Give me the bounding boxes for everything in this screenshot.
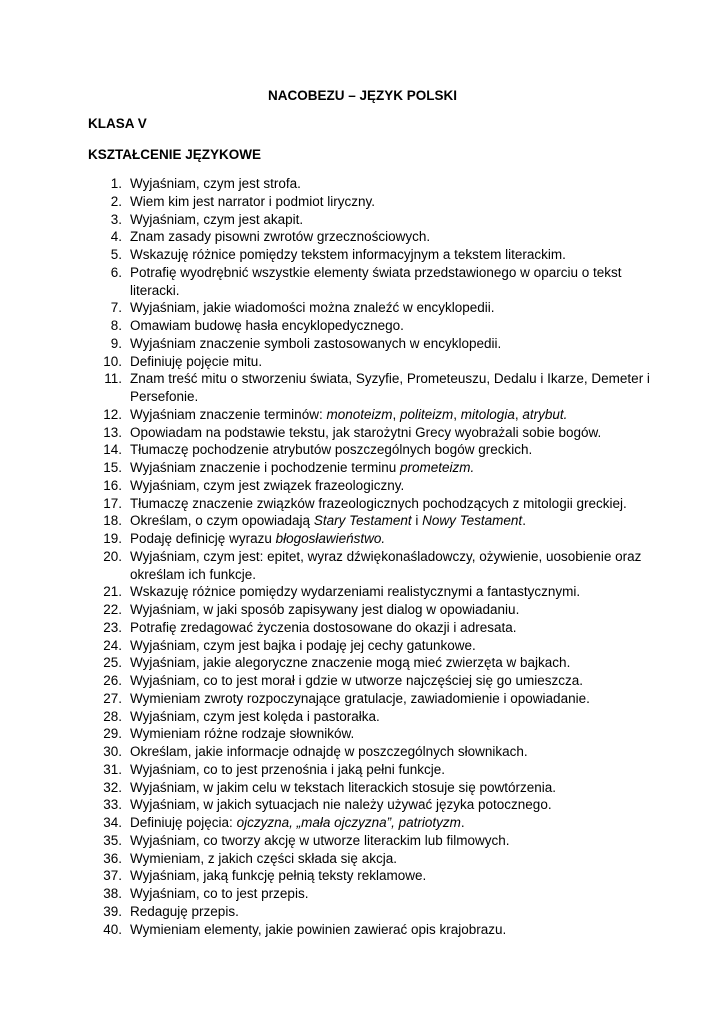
list-item-text [130,709,380,724]
list-item [0,921,650,939]
text-run: Wyjaśniam, co tworzy akcję w utworze literackim lub filmowych. [130,832,510,848]
text-run: Tłumaczę znaczenie związków frazeologicznych pochodzących z mitologii greckiej. [130,495,627,511]
text-run: . [522,513,526,529]
list-item-text [130,300,495,315]
list-item [0,796,650,814]
list-item [0,406,650,424]
italic-term: Nowy Testament [422,513,523,529]
list-item [0,441,650,459]
text-run: , [392,406,400,422]
list-item-number: 2. [110,193,122,209]
text-run: Wyjaśniam, co to jest przepis. [130,886,309,901]
list-item [0,708,650,726]
list-item-text [130,886,308,901]
list-item-text [130,460,474,475]
list-item [0,548,650,584]
list-item-number: 29. [103,726,122,742]
text-run: Wymieniam zwroty rozpoczynające gratulacje, zawiadomienie i opowiadanie. [130,690,590,706]
text-run: Definiuję pojęcie mitu. [130,353,263,369]
list-item [0,725,650,743]
list-item [0,353,650,371]
list-item-text [130,620,516,635]
list-item-text [130,726,354,741]
text-run: Określam, jakie informacje odnajdę w poszczególnych słownikach. [130,744,528,759]
list-item-number: 11. [104,371,122,387]
list-item-text [130,922,506,937]
list-item-text [130,851,397,866]
italic-term: ojczyzna, „mała ojczyzna”, patriotyzm [236,815,461,830]
text-run: . [460,815,465,830]
list-item-text [130,691,590,706]
text-run: Wyjaśniam, jaką funkcję pełnią teksty reklamowe. [130,868,427,884]
list-item [0,779,650,797]
list-item [0,654,650,672]
text-run: Znam treść mitu o stworzeniu świata, Syzyfie, Prometeuszu, Dedalu i Ikarze, Demeter i Persefonie. [130,371,650,404]
list-item-number: 25. [103,655,122,671]
text-run: Definiuję pojęcia: [130,815,237,830]
list-item [0,264,650,300]
text-run: Podaję definicję wyrazu [130,531,276,546]
text-run: Omawiam budowę hasła encyklopedycznego. [130,318,404,333]
list-item-text [130,513,526,528]
text-run: Wyjaśniam, czym jest strofa. [130,176,301,191]
list-item [0,637,650,655]
text-run: Wyjaśniam, w jakim celu w tekstach literackich stosuje się powtórzenia. [130,779,557,795]
text-run: Wyjaśniam, co to jest morał i gdzie w utworze najczęściej się go umieszcza. [130,673,584,688]
list-item-number: 14. [103,442,122,458]
text-run: Wyjaśniam, czym jest bajka i podaję jej cechy gatunkowe. [130,637,476,653]
list-item [0,583,650,601]
list-item-text [130,176,301,191]
list-item-text [130,602,519,617]
list-item-text [130,797,552,812]
text-run: Wyjaśniam, w jaki sposób zapisywany jest dialog w opowiadaniu. [130,602,520,617]
list-item-number: 17. [103,495,122,511]
list-item-number: 40. [103,921,122,937]
list-item [0,175,650,193]
list-item-number: 33. [103,797,122,813]
requirements-list [0,175,725,938]
italic-term: prometeizm. [400,460,475,475]
list-item [0,761,650,779]
text-run: Wskazuję różnice pomiędzy tekstem informacyjnym a tekstem literackim. [130,247,566,262]
list-item-number: 4. [110,229,122,245]
text-run: Wyjaśniam, czym jest akapit. [130,211,304,227]
text-run: Określam, o czym opowiadają [130,513,314,529]
italic-term: monoteizm [326,406,393,422]
list-item [0,619,650,637]
list-item [0,246,650,264]
list-item-text [130,584,580,599]
text-run: Wymieniam, z jakich części składa się akcja. [130,850,397,866]
section-heading: KSZTAŁCENIE JĘZYKOWE [88,147,262,162]
list-item-number: 32. [103,779,122,795]
list-item-number: 7. [110,300,122,316]
list-item-text [130,318,404,333]
text-run: Wyjaśniam, co to jest przenośnia i jaką pełni funkcje. [130,761,446,777]
list-item-text [130,265,621,298]
list-item-text [130,904,239,919]
list-item [0,459,650,477]
list-item-text [130,762,445,777]
list-item-text [130,655,570,670]
list-item-number: 15. [103,460,122,475]
italic-term: błogosławieństwo. [275,531,386,546]
text-run: Wymieniam różne rodzaje słowników. [130,726,355,742]
list-item-text [130,496,627,511]
list-item-number: 13. [103,424,122,440]
list-item-number: 37. [103,868,122,884]
list-item-text [130,247,566,262]
list-item [0,424,650,442]
list-item-number: 5. [110,247,122,262]
list-item [0,903,650,921]
text-run: Potrafię zredagować życzenia dostosowane do okazji i adresata. [130,619,517,635]
text-run: Wyjaśniam, w jakich sytuacjach nie należy używać języka potocznego. [130,797,552,813]
document-title: NACOBEZU – JĘZYK POLSKI [267,88,458,103]
list-item-number: 27. [103,690,122,706]
text-run: Wyjaśniam, czym jest kolęda i pastorałka. [130,708,380,724]
list-item [0,601,650,619]
list-item-number: 20. [103,548,122,564]
list-item [0,690,650,708]
list-item [0,814,650,832]
list-item [0,495,650,513]
text-run: Wyjaśniam znaczenie terminów: [130,406,327,422]
text-run: Wskazuję różnice pomiędzy wydarzeniami realistycznymi a fantastycznymi. [130,584,581,600]
list-item [0,211,650,229]
list-item-text [130,638,476,653]
list-item-text [130,212,303,227]
italic-term: Stary Testament [313,513,412,529]
list-item [0,299,650,317]
text-run: Wiem kim jest narrator i podmiot liryczny. [130,193,376,209]
list-item-text [130,478,404,493]
text-run: Wyjaśniam, jakie wiadomości można znaleźć w encyklopedii. [130,300,495,316]
list-item-number: 10. [103,353,122,369]
list-item-text [130,531,385,546]
list-item-text [130,354,262,369]
list-item-text [130,744,528,759]
list-item-text [130,868,426,883]
list-item-number: 16. [103,477,122,493]
list-item-text [130,407,567,422]
list-item-number: 1. [110,176,122,191]
list-item-number: 31. [103,761,122,777]
list-item-number: 9. [110,335,122,351]
list-item-text [130,549,641,582]
italic-term: mitologia [460,406,515,422]
list-item-number: 26. [103,673,122,688]
list-item [0,193,650,211]
text-run: Wyjaśniam znaczenie symboli zastosowanych w encyklopedii. [130,335,502,351]
text-run: Wymieniam elementy, jakie powinien zawierać opis krajobrazu. [130,921,507,937]
list-item-text [130,673,583,688]
list-item-number: 6. [110,264,122,280]
list-item [0,370,650,406]
italic-term: politeizm [400,406,454,422]
class-heading: KLASA V [88,116,147,131]
list-item [0,850,650,868]
text-run: Tłumaczę pochodzenie atrybutów poszczególnych bogów greckich. [130,442,533,458]
list-item [0,530,650,548]
text-run: , [453,406,461,422]
list-item [0,867,650,885]
list-item-number: 35. [103,832,122,848]
text-run: Wyjaśniam, jakie alegoryczne znaczenie mogą mieć zwierzęta w bajkach. [130,655,571,671]
list-item-number: 39. [103,903,122,919]
text-run: Wyjaśniam, czym jest związek frazeologiczny. [130,477,405,493]
list-item-number: 24. [103,637,122,653]
list-item-text [130,815,465,830]
text-run: Opowiadam na podstawie tekstu, jak starożytni Grecy wyobrażali sobie bogów. [130,424,602,440]
list-item [0,672,650,690]
list-item-text [130,833,509,848]
list-item-number: 19. [103,531,122,546]
list-item-text [130,229,430,244]
text-run: i [411,513,423,529]
list-item [0,512,650,530]
list-item-text [130,336,501,351]
list-item-number: 38. [103,886,122,901]
list-item [0,335,650,353]
list-item-number: 34. [103,815,122,830]
list-item-number: 8. [110,318,122,333]
list-item-text [130,780,556,795]
list-item-number: 12. [103,406,122,422]
list-item [0,477,650,495]
italic-term: atrybut. [522,406,568,422]
list-item [0,885,650,903]
list-item-number: 3. [110,211,122,227]
text-run: Potrafię wyodrębnić wszystkie elementy świata przedstawionego w oparciu o tekst literacki. [130,264,622,298]
list-item [0,743,650,761]
list-item-number: 21. [103,584,122,600]
text-run: Wyjaśniam znaczenie i pochodzenie terminu [130,460,401,475]
text-run: Redaguję przepis. [130,903,239,919]
list-item [0,832,650,850]
list-item [0,317,650,335]
list-item-number: 28. [103,708,122,724]
text-run: Znam zasady pisowni zwrotów grzecznościowych. [130,229,431,245]
text-run: , [514,406,523,422]
list-item-number: 23. [103,619,122,635]
text-run: Wyjaśniam, czym jest: epitet, wyraz dźwiękonaśladowczy, ożywienie, uosobienie oraz określam ich funkcje. [130,548,642,582]
list-item-number: 18. [103,513,122,529]
list-item-text [130,194,375,209]
list-item-number: 36. [103,850,122,866]
list-item-text [130,442,532,457]
list-item-number: 22. [103,602,122,617]
list-item-text [130,425,601,440]
list-item-text [130,371,650,404]
list-item-number: 30. [103,744,122,759]
list-item [0,228,650,246]
